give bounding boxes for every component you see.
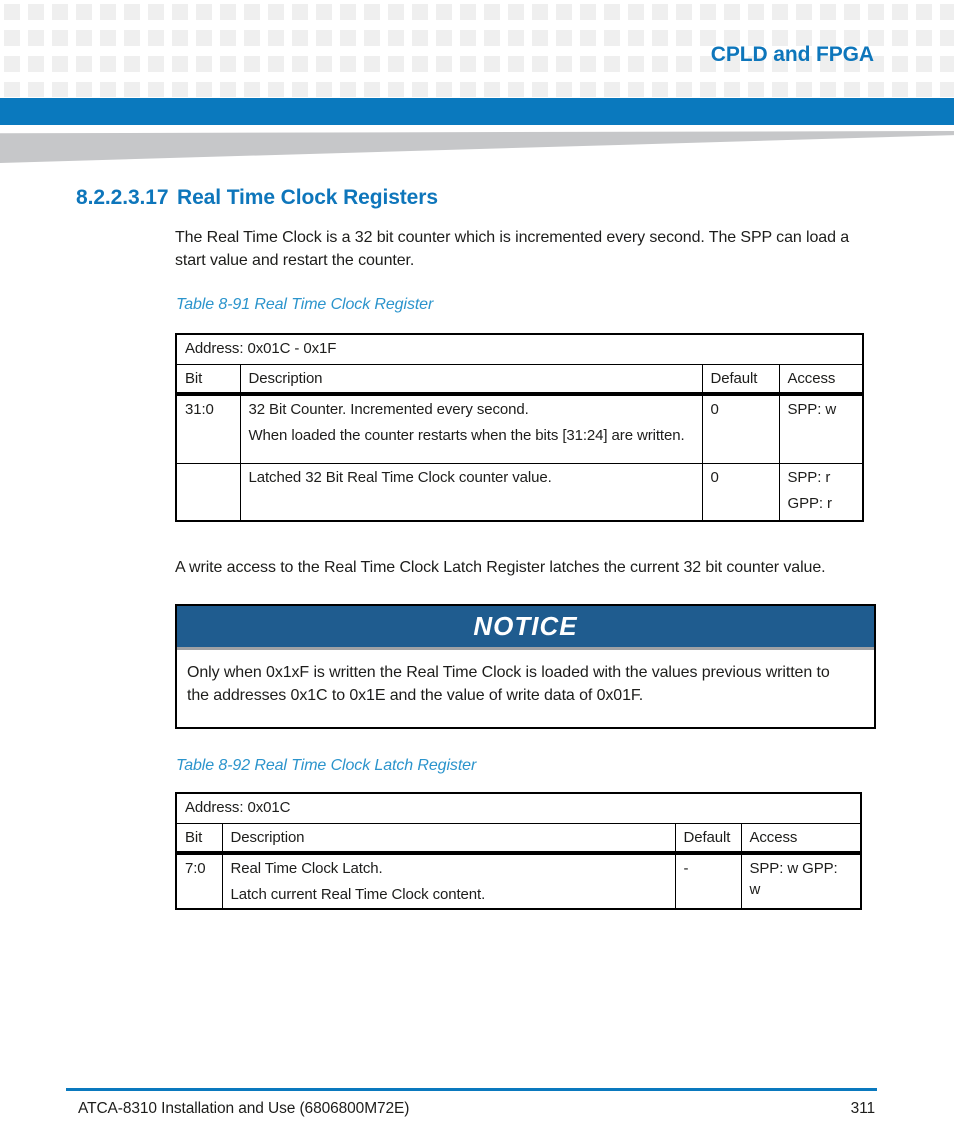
chapter-title: CPLD and FPGA	[710, 43, 874, 66]
col-bit: Bit	[176, 364, 240, 394]
table-8-92	[175, 792, 862, 910]
footer-rule	[66, 1088, 877, 1091]
description-line: When loaded the counter restarts when the bits [31:24] are written.	[248, 426, 685, 444]
default-cell: 0	[702, 464, 779, 521]
notice-title: NOTICE	[473, 611, 578, 641]
intro-line-2: start value and restart the counter.	[175, 252, 415, 269]
col-default: Default	[675, 823, 741, 853]
table-row	[176, 464, 863, 521]
footer-page-number: 311	[850, 1100, 875, 1117]
notice-header	[177, 606, 874, 650]
access-line: GPP: r	[787, 495, 832, 512]
notice-body-line-1: Only when 0x1xF is written the Real Time Clock is loaded with the values previous written to	[187, 664, 830, 681]
col-access: Access	[741, 823, 861, 853]
col-description: Description	[222, 823, 675, 853]
access-line: SPP: r	[787, 469, 831, 486]
description-cell	[240, 394, 702, 464]
access-cell	[779, 464, 863, 521]
table-header-row	[176, 823, 861, 853]
address-cell: Address: 0x01C - 0x1F	[176, 334, 863, 364]
description-line: Real Time Clock Latch.	[230, 859, 383, 877]
col-access: Access	[779, 364, 863, 394]
access-line: SPP: w	[787, 400, 837, 418]
table-header-row	[176, 364, 863, 394]
footer-document-title: ATCA-8310 Installation and Use (6806800M72E)	[78, 1100, 410, 1117]
latch-paragraph: A write access to the Real Time Clock Latch Register latches the current 32 bit counter value.	[175, 559, 826, 576]
table-row	[176, 853, 861, 909]
section-heading	[76, 186, 438, 210]
intro-line-1: The Real Time Clock is a 32 bit counter which is incremented every second. The SPP can load a	[175, 229, 850, 246]
default-cell: 0	[702, 394, 779, 464]
description-cell	[222, 853, 675, 909]
table-row	[176, 394, 863, 464]
table-row	[176, 334, 863, 364]
bit-cell: 31:0	[176, 394, 240, 464]
table-row	[176, 793, 861, 823]
access-cell	[779, 394, 863, 464]
address-cell: Address: 0x01C	[176, 793, 861, 823]
access-cell	[741, 853, 861, 909]
description-line: Latched 32 Bit Real Time Clock counter value.	[248, 469, 552, 486]
default-cell: -	[675, 853, 741, 909]
notice-box	[175, 604, 876, 729]
notice-body	[177, 650, 874, 707]
bit-cell: 7:0	[176, 853, 222, 909]
description-line: Latch current Real Time Clock content.	[230, 885, 486, 903]
col-bit: Bit	[176, 823, 222, 853]
access-line: SPP: w GPP: w	[749, 859, 838, 898]
header-gray-swoosh	[0, 131, 954, 163]
description-line: 32 Bit Counter. Incremented every second.	[248, 400, 529, 418]
bit-cell	[176, 464, 240, 521]
table-8-91	[175, 333, 864, 522]
table-8-91-caption: Table 8-91 Real Time Clock Register	[176, 296, 434, 313]
description-cell	[240, 464, 702, 521]
table-8-92-caption: Table 8-92 Real Time Clock Latch Register	[176, 757, 477, 774]
intro-paragraph	[175, 226, 849, 272]
header-blue-bar	[0, 98, 954, 125]
col-description: Description	[240, 364, 702, 394]
section-number: 8.2.2.3.17	[76, 186, 169, 209]
col-default: Default	[702, 364, 779, 394]
section-title: Real Time Clock Registers	[177, 186, 438, 209]
notice-body-line-2: the addresses 0x1C to 0x1E and the value of write data of 0x01F.	[187, 687, 644, 704]
